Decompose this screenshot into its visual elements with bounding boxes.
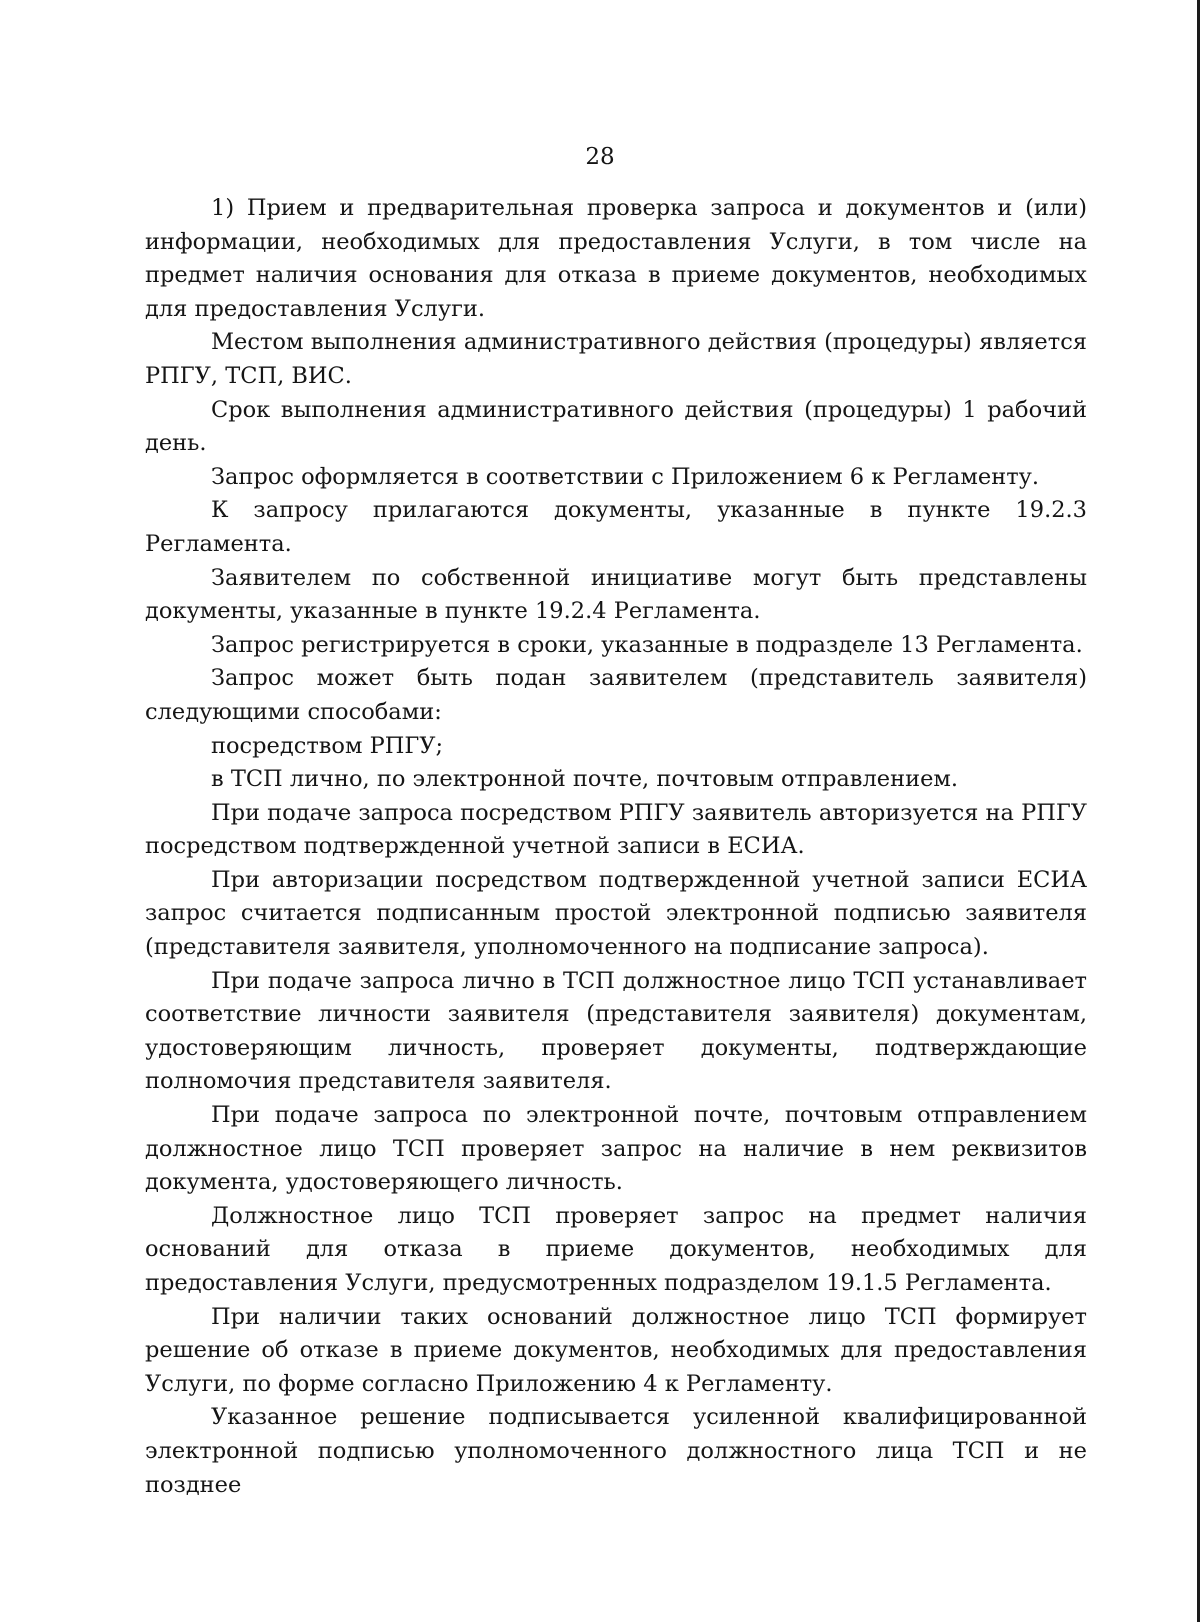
paragraph-submission-methods: Запрос может быть подан заявителем (представитель заявителя) следующими способами:: [145, 665, 1087, 725]
paragraph-decision-signature: Указанное решение подписывается усиленной квалифицированной электронной подписью уполномоченного должностного лица ТСП и не позднее: [145, 1404, 1087, 1498]
page-number: 28: [585, 144, 615, 170]
paragraph-esia-signature: При авторизации посредством подтвержденной учетной записи ЕСИА запрос считается подписанным простой электронной подписью заявителя (представителя заявителя, уполномоченного на подписание запроса).: [145, 866, 1087, 961]
paragraph-term: Срок выполнения административного действия (процедуры) 1 рабочий день.: [145, 396, 1087, 457]
paragraph-own-initiative: Заявителем по собственной инициативе могут быть представлены документы, указанные в пункте 19.2.4 Регламента.: [145, 564, 1087, 625]
paragraph-place: Местом выполнения административного действия (процедуры) является РПГУ, ТСП, ВИС.: [145, 329, 1087, 389]
paragraph-registration: Запрос регистрируется в сроки, указанные в подразделе 13 Регламента.: [211, 631, 1083, 658]
paragraph-personal-submission: При подаче запроса лично в ТСП должностное лицо ТСП устанавливает соответствие личности заявителя (представителя заявителя) документам, удостоверяющим личность, проверяет документы, подтверждающие полномочия представителя заявителя.: [145, 967, 1087, 1095]
paragraph-refusal-decision: При наличии таких оснований должностное лицо ТСП формирует решение об отказе в приеме документов, необходимых для предоставления Услуги, по форме согласно Приложению 4 к Регламенту.: [145, 1303, 1087, 1397]
paragraph-refusal-check: Должностное лицо ТСП проверяет запрос на предмет наличия оснований для отказа в приеме документов, необходимых для предоставления Услуги, предусмотренных подразделом 19.1.5 Регламента.: [145, 1202, 1087, 1296]
list-item-rpgu: посредством РПГУ;: [211, 732, 444, 759]
paragraph-procedure-title: 1) Прием и предварительная проверка запроса и документов и (или) информации, необходимых для предоставления Услуги, в том числе на предмет наличия основания для отказа в приеме документов, необходимых для предоставления Услуги.: [145, 195, 1087, 322]
paragraph-email-post-submission: При подаче запроса по электронной почте, почтовым отправлением должностное лицо ТСП проверяет запрос на наличие в нем реквизитов документа, удостоверяющего личность.: [145, 1102, 1087, 1196]
list-item-tsp: в ТСП лично, по электронной почте, почтовым отправлением.: [211, 766, 959, 793]
paragraph-attached-documents: К запросу прилагаются документы, указанные в пункте 19.2.3 Регламента.: [145, 497, 1087, 557]
paragraph-rpgu-authorization: При подаче запроса посредством РПГУ заявитель авторизуется на РПГУ посредством подтвержденной учетной записи в ЕСИА.: [145, 799, 1088, 860]
paragraph-request-form: Запрос оформляется в соответствии с Приложением 6 к Регламенту.: [211, 463, 1040, 490]
document-body: [145, 192, 1087, 1502]
